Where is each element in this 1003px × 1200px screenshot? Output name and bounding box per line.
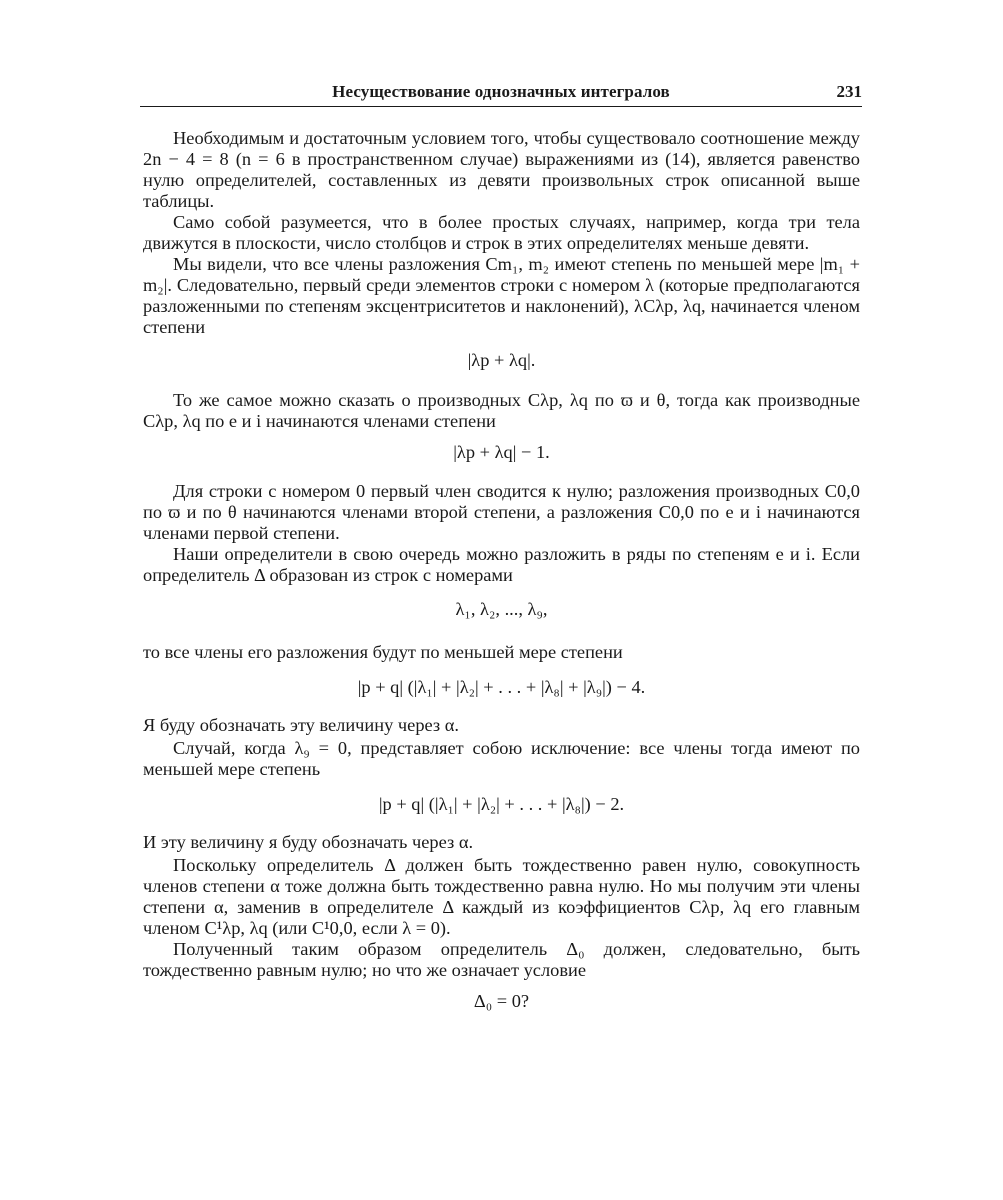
page-header: [140, 82, 862, 107]
paragraph-7: то все члены его разложения будут по меньшей мере степени: [143, 642, 623, 662]
formula-3: λ₁, λ₂, ..., λ₉,: [455, 599, 548, 619]
paragraph-5: Для строки с номером 0 первый член сводится к нулю; разложения производных C0,0 по ϖ и по θ начинаются членами второй степени, а разложения C0,0 по e и i начинаются членами первой степени.: [143, 481, 860, 543]
paragraph-8: Я буду обозначать эту величину через α.: [143, 715, 459, 735]
page-number: 231: [836, 82, 862, 101]
formula-4: |p + q| (|λ₁| + |λ₂| + . . . + |λ₈| + |λ₉|) − 4.: [357, 677, 646, 697]
paragraph-1: Необходимым и достаточным условием того, чтобы существовало соотношение между 2n − 4 = 8 (n = 6 в пространственном случае) выражениями из (14), является равенство нулю определителей, составленных из девяти произвольных строк описанной выше таблицы.: [143, 128, 860, 211]
formula-2: |λp + λq| − 1.: [453, 442, 550, 462]
paragraph-6: Наши определители в свою очередь можно разложить в ряды по степеням e и i. Если определитель Δ образован из строк с номерами: [143, 544, 860, 585]
paragraph-2: Само собой разумеется, что в более простых случаях, например, когда три тела движутся в плоскости, число столбцов и строк в этих определителях меньше девяти.: [143, 212, 860, 253]
page-body: [143, 128, 860, 1012]
formula-1: |λp + λq|.: [467, 350, 536, 370]
paragraph-3: Мы видели, что все члены разложения Cm₁, m₂ имеют степень по меньшей мере |m₁ + m₂|. Следовательно, первый среди элементов строки с номером λ (которые предполагаются разложенными по степеням эксцентриситетов и наклонений), λCλp, λq, начинается членом степени: [143, 254, 860, 337]
formula-5: |p + q| (|λ₁| + |λ₂| + . . . + |λ₈|) − 2.: [378, 794, 625, 814]
paragraph-12: Полученный таким образом определитель Δ₀ должен, следовательно, быть тождественно равным нулю; но что же означает условие: [143, 939, 860, 980]
paragraph-11: Поскольку определитель Δ должен быть тождественно равен нулю, совокупность членов степени α тоже должна быть тождественно равна нулю. Но мы получим эти члены степени α, заменив в определителе Δ каждый из коэффициентов Cλp, λq его главным членом C¹λp, λq (или C¹0,0, если λ = 0).: [143, 855, 860, 938]
paragraph-4: То же самое можно сказать о производных Cλp, λq по ϖ и θ, тогда как производные Cλp, λq по e и i начинаются членами степени: [143, 390, 860, 431]
formula-6: Δ₀ = 0?: [473, 991, 530, 1011]
paragraph-10: И эту величину я буду обозначать через α.: [143, 832, 474, 852]
paragraph-9: Случай, когда λ₉ = 0, представляет собою исключение: все члены тогда имеют по меньшей мере степень: [143, 738, 860, 779]
running-head: Несуществование однозначных интегралов: [332, 82, 670, 101]
